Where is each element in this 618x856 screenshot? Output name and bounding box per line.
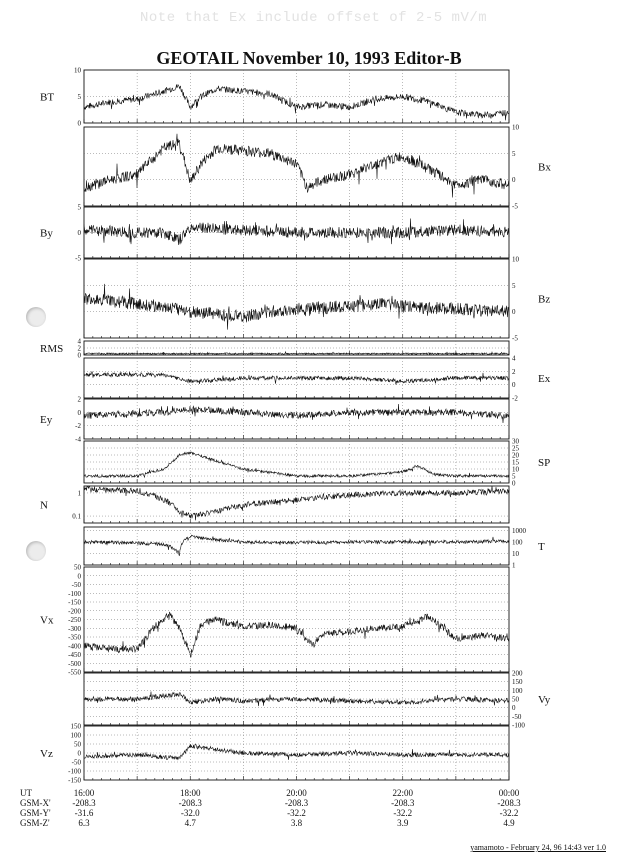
tick-label: -500 bbox=[68, 659, 81, 668]
tick-label: 0 bbox=[77, 119, 81, 128]
tick-label: 5 bbox=[77, 203, 81, 212]
tick-label: 0 bbox=[512, 381, 516, 390]
panel-name: Ey bbox=[40, 414, 53, 426]
offset-note: Note that Ex include offset of 2-5 mV/m bbox=[140, 10, 488, 26]
tick-label: 100 bbox=[70, 731, 81, 740]
tick-label: 25 bbox=[512, 444, 519, 453]
tick-label: -300 bbox=[68, 624, 81, 633]
panel-vx bbox=[40, 564, 509, 677]
axis-cell: 18:00 bbox=[179, 788, 201, 798]
punch-hole-upper bbox=[26, 307, 46, 327]
panel-name: Ex bbox=[538, 373, 551, 385]
tick-label: -100 bbox=[68, 767, 81, 776]
tick-label: -5 bbox=[75, 254, 81, 263]
tick-label: 10 bbox=[74, 66, 81, 75]
tick-label: 15 bbox=[512, 458, 519, 467]
axis-cell: -208.3 bbox=[72, 798, 96, 808]
tick-label: 0 bbox=[512, 704, 516, 713]
tick-label: 4 bbox=[77, 337, 81, 346]
axis-row-label: GSM-X' bbox=[20, 798, 51, 808]
panel-name: BT bbox=[40, 91, 55, 104]
axis-cell: 6.3 bbox=[78, 818, 90, 828]
panel-name: RMS bbox=[40, 343, 64, 355]
tick-label: 20 bbox=[512, 451, 519, 460]
axis-cell: 4.7 bbox=[184, 818, 196, 828]
panel-vz bbox=[40, 723, 509, 785]
axis-cell: -208.3 bbox=[284, 798, 309, 808]
tick-label: 0 bbox=[77, 229, 81, 237]
series-line-vz bbox=[84, 744, 509, 760]
tick-label: 50 bbox=[74, 740, 81, 749]
tick-label: 5 bbox=[77, 93, 81, 101]
tick-label: -450 bbox=[68, 651, 81, 659]
panel-bx bbox=[84, 124, 551, 211]
axis-cell: -208.3 bbox=[497, 798, 521, 808]
panel-bt bbox=[40, 67, 509, 128]
panel-name: Bz bbox=[538, 293, 551, 306]
tick-label: 0 bbox=[512, 479, 516, 488]
tick-label: 30 bbox=[512, 437, 519, 446]
tick-label: 2 bbox=[77, 395, 81, 404]
tick-label: -50 bbox=[71, 758, 81, 767]
panel-name: T bbox=[538, 541, 545, 553]
panel-ex bbox=[84, 355, 551, 403]
tick-label: 100 bbox=[512, 538, 523, 547]
axis-cell: 00:00 bbox=[498, 788, 520, 798]
tick-label: -550 bbox=[68, 668, 81, 677]
tick-label: -100 bbox=[512, 721, 525, 730]
axis-cell: 22:00 bbox=[392, 788, 414, 798]
tick-label: 0 bbox=[77, 408, 81, 417]
tick-label: 10 bbox=[512, 465, 519, 474]
page-title: GEOTAIL November 10, 1993 Editor-B bbox=[156, 48, 462, 68]
tick-label: 100 bbox=[512, 686, 523, 695]
panel-t bbox=[84, 527, 545, 570]
axis-cell: 16:00 bbox=[73, 788, 95, 798]
panel-name: Vy bbox=[538, 694, 551, 706]
axis-cell: 20:00 bbox=[286, 788, 307, 798]
axis-cell: -208.3 bbox=[178, 798, 202, 808]
tick-label: -200 bbox=[68, 607, 81, 616]
tick-label: 50 bbox=[512, 695, 519, 704]
tick-label: 0 bbox=[512, 176, 516, 185]
panel-ey bbox=[40, 396, 509, 444]
tick-label: -150 bbox=[68, 776, 81, 785]
tick-label: -50 bbox=[71, 581, 81, 589]
tick-label: 5 bbox=[512, 281, 516, 290]
axis-row-label: GSM-Z' bbox=[20, 818, 50, 828]
tick-label: -350 bbox=[68, 633, 81, 642]
axis-cell: -32.2 bbox=[499, 808, 519, 818]
series-line-n bbox=[84, 486, 509, 520]
tick-label: 5 bbox=[512, 472, 516, 481]
axis-cell: 4.9 bbox=[503, 818, 515, 828]
panel-name: Vx bbox=[40, 614, 54, 627]
tick-label: 0.1 bbox=[72, 512, 81, 521]
axis-table bbox=[20, 788, 521, 828]
tick-label: 5 bbox=[512, 149, 516, 158]
series-line-sp bbox=[84, 452, 509, 478]
panel-name: N bbox=[40, 499, 48, 512]
axis-cell: 3.8 bbox=[290, 818, 303, 828]
tick-label: -2 bbox=[75, 422, 81, 431]
tick-label: 0 bbox=[512, 308, 516, 317]
axis-cell: -32.0 bbox=[180, 808, 200, 818]
panel-name: SP bbox=[538, 457, 551, 469]
tick-label: -5 bbox=[512, 334, 518, 343]
panel-name: By bbox=[40, 227, 53, 240]
tick-label: 0 bbox=[77, 572, 81, 581]
tick-label: -150 bbox=[68, 598, 81, 607]
tick-label: 1 bbox=[512, 561, 516, 570]
axis-row-label: GSM-Y' bbox=[20, 808, 51, 818]
credit-line: yamamoto - February 24, 96 14:43 ver 1.0 bbox=[470, 843, 606, 852]
tick-label: 2 bbox=[512, 367, 516, 376]
axis-cell: -31.6 bbox=[74, 808, 94, 818]
tick-label: 150 bbox=[70, 722, 81, 731]
tick-label: 1 bbox=[77, 489, 81, 498]
tick-label: 150 bbox=[512, 678, 523, 687]
tick-label: 1000 bbox=[512, 526, 526, 535]
tick-label: 50 bbox=[74, 563, 81, 572]
tick-label: -50 bbox=[512, 712, 522, 721]
tick-label: -250 bbox=[68, 616, 81, 624]
panel-vy bbox=[84, 670, 551, 730]
tick-label: 10 bbox=[512, 549, 519, 558]
tick-label: 10 bbox=[512, 255, 519, 264]
panel-sp bbox=[84, 438, 550, 488]
tick-label: 4 bbox=[512, 354, 516, 363]
tick-label: 200 bbox=[512, 669, 523, 678]
panel-rms bbox=[40, 338, 509, 360]
tick-label: 10 bbox=[512, 123, 519, 132]
axis-cell: -32.2 bbox=[287, 808, 306, 818]
punch-hole-lower bbox=[26, 541, 46, 561]
axis-cell: 3.9 bbox=[397, 818, 409, 828]
panel-by bbox=[40, 204, 509, 263]
tick-label: 0 bbox=[77, 351, 81, 360]
axis-cell: -32.2 bbox=[393, 808, 413, 818]
tick-label: -100 bbox=[68, 589, 81, 598]
tick-label: -4 bbox=[75, 435, 81, 444]
panel-bz bbox=[84, 256, 550, 343]
axis-cell: -208.3 bbox=[391, 798, 415, 808]
panel-n bbox=[40, 486, 509, 523]
panel-name: Bx bbox=[538, 161, 551, 174]
tick-label: 2 bbox=[77, 344, 81, 353]
panel-name: Vz bbox=[40, 748, 53, 760]
tick-label: -400 bbox=[68, 642, 81, 651]
tick-label: 0 bbox=[77, 749, 81, 758]
tick-label: -5 bbox=[512, 202, 518, 211]
tick-label: -2 bbox=[512, 394, 518, 403]
axis-row-label: UT bbox=[20, 788, 32, 798]
series-line-bt bbox=[84, 84, 509, 120]
